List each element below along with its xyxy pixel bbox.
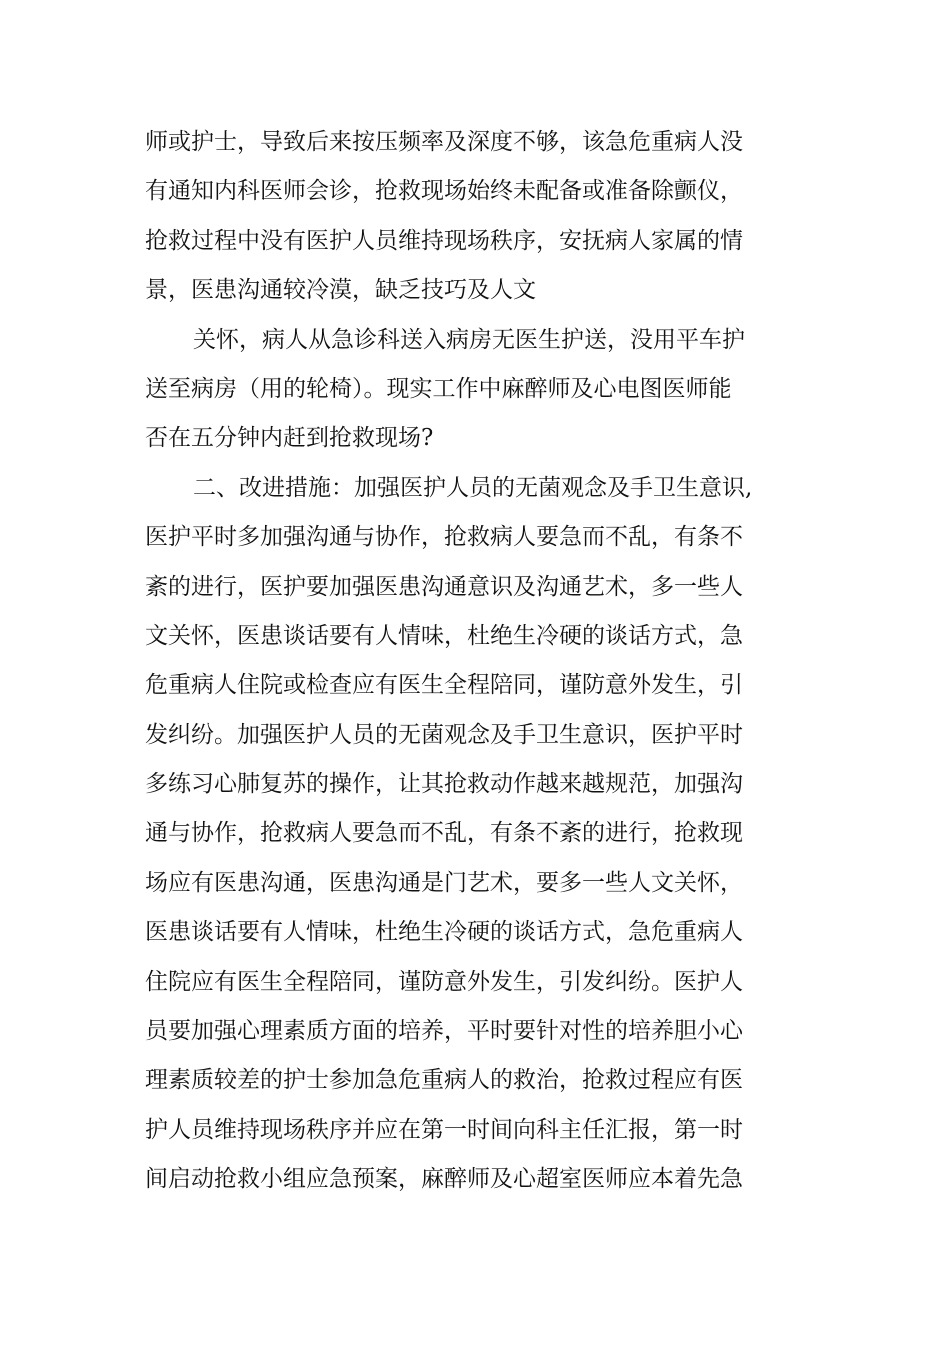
section-heading-line: 二、改进措施：加强医护人员的无菌观念及手卫生意识, [193, 474, 753, 501]
body-text [145, 118, 765, 1205]
text-line: 发纠纷。加强医护人员的无菌观念及手卫生意识，医护平时 [145, 721, 743, 748]
text-line: 抢救过程中没有医护人员维持现场秩序，安抚病人家属的情 [145, 227, 743, 254]
text-line: 多练习心肺复苏的操作，让其抢救动作越来越规范，加强沟 [145, 771, 743, 798]
text-line: 文关怀，医患谈话要有人情味，杜绝生冷硬的谈话方式，急 [145, 622, 743, 649]
text-line: 紊的进行，医护要加强医患沟通意识及沟通艺术，多一些人 [145, 573, 743, 600]
text-line: 有通知内科医师会诊，抢救现场始终未配备或准备除颤仪， [145, 178, 743, 205]
text-line: 员要加强心理素质方面的培养，平时要针对性的培养胆小心 [145, 1018, 743, 1045]
text-line: 否在五分钟内赶到抢救现场? [145, 425, 434, 452]
text-line: 危重病人住院或检查应有医生全程陪同，谨防意外发生，引 [145, 672, 743, 699]
text-line: 护人员维持现场秩序并应在第一时间向科主任汇报，第一时 [145, 1116, 743, 1143]
text-line: 关怀，病人从急诊科送入病房无医生护送，没用平车护 [193, 326, 745, 353]
text-line: 医护平时多加强沟通与协作，抢救病人要急而不乱，有条不 [145, 524, 743, 551]
text-line: 间启动抢救小组应急预案，麻醉师及心超室医师应本着先急 [145, 1166, 743, 1193]
text-line: 送至病房（用的轮椅）。现实工作中麻醉师及心电图医师能 [145, 375, 732, 402]
text-line: 住院应有医生全程陪同，谨防意外发生，引发纠纷。医护人 [145, 968, 743, 995]
text-line: 师或护士，导致后来按压频率及深度不够，该急危重病人没 [145, 129, 743, 155]
text-line: 场应有医患沟通，医患沟通是门艺术，要多一些人文关怀， [145, 869, 743, 896]
text-line: 景，医患沟通较冷漠，缺乏技巧及人文 [145, 277, 536, 304]
text-line: 医患谈话要有人情味，杜绝生冷硬的谈话方式，急危重病人 [145, 919, 743, 946]
text-line: 通与协作，抢救病人要急而不乱，有条不紊的进行，抢救现 [145, 820, 743, 847]
text-line: 理素质较差的护士参加急危重病人的救治，抢救过程应有医 [145, 1067, 743, 1094]
